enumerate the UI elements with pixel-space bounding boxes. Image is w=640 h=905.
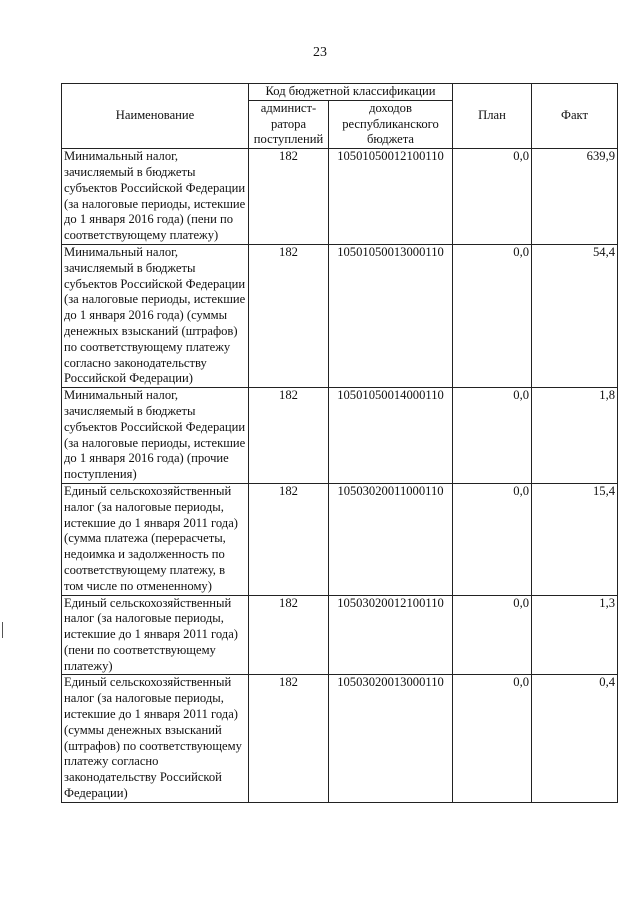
header-plan: План	[453, 84, 532, 149]
row-name: Единый сельскохозяйственный налог (за налоговые периоды, истекшие до 1 января 2011 года) (сумма платежа (перерасчеты, недоимка и задолженность по соответствующему платежу, в том числе по отмененному)	[62, 483, 249, 595]
row-name: Единый сельскохозяйственный налог (за налоговые периоды, истекшие до 1 января 2011 года) (пени по соответствующему платежу)	[62, 595, 249, 675]
page-number: 23	[313, 45, 327, 60]
header-code-group: Код бюджетной классификации	[249, 84, 453, 101]
row-budget-code: 10501050012100110	[329, 149, 453, 245]
budget-table	[61, 83, 618, 803]
row-budget-code: 10503020012100110	[329, 595, 453, 675]
row-admin-code: 182	[249, 149, 329, 245]
row-fact: 1,8	[532, 388, 618, 484]
row-plan: 0,0	[453, 244, 532, 387]
row-budget-code: 10503020013000110	[329, 675, 453, 802]
row-budget-code: 10503020011000110	[329, 483, 453, 595]
header-admin: админист-ратора поступлений	[249, 100, 329, 148]
table-row	[62, 244, 618, 387]
row-admin-code: 182	[249, 675, 329, 802]
row-admin-code: 182	[249, 483, 329, 595]
row-plan: 0,0	[453, 675, 532, 802]
table-row	[62, 149, 618, 245]
row-fact: 1,3	[532, 595, 618, 675]
row-admin-code: 182	[249, 244, 329, 387]
row-budget-code: 10501050014000110	[329, 388, 453, 484]
table-row	[62, 675, 618, 802]
row-admin-code: 182	[249, 595, 329, 675]
row-fact: 0,4	[532, 675, 618, 802]
row-name: Минимальный налог, зачисляемый в бюджеты субъектов Российской Федерации (за налоговые периоды, истекшие до 1 января 2016 года) (суммы денежных взысканий (штрафов) по соответствующему платежу согласно законодательству Российской Федерации)	[62, 244, 249, 387]
header-fact: Факт	[532, 84, 618, 149]
row-admin-code: 182	[249, 388, 329, 484]
scan-margin-mark	[2, 622, 3, 638]
table-row	[62, 483, 618, 595]
header-name: Наименование	[62, 84, 249, 149]
header-code: доходов республиканского бюджета	[329, 100, 453, 148]
row-plan: 0,0	[453, 388, 532, 484]
row-name: Единый сельскохозяйственный налог (за налоговые периоды, истекшие до 1 января 2011 года) (суммы денежных взысканий (штрафов) по соответствующему платежу согласно законодательству Российской Федерации)	[62, 675, 249, 802]
row-name: Минимальный налог, зачисляемый в бюджеты субъектов Российской Федерации (за налоговые периоды, истекшие до 1 января 2016 года) (прочие поступления)	[62, 388, 249, 484]
row-budget-code: 10501050013000110	[329, 244, 453, 387]
row-plan: 0,0	[453, 149, 532, 245]
row-fact: 54,4	[532, 244, 618, 387]
row-plan: 0,0	[453, 483, 532, 595]
table-row	[62, 595, 618, 675]
row-name: Минимальный налог, зачисляемый в бюджеты субъектов Российской Федерации (за налоговые периоды, истекшие до 1 января 2016 года) (пени по соответствующему платежу)	[62, 149, 249, 245]
table-row	[62, 388, 618, 484]
row-plan: 0,0	[453, 595, 532, 675]
row-fact: 15,4	[532, 483, 618, 595]
row-fact: 639,9	[532, 149, 618, 245]
